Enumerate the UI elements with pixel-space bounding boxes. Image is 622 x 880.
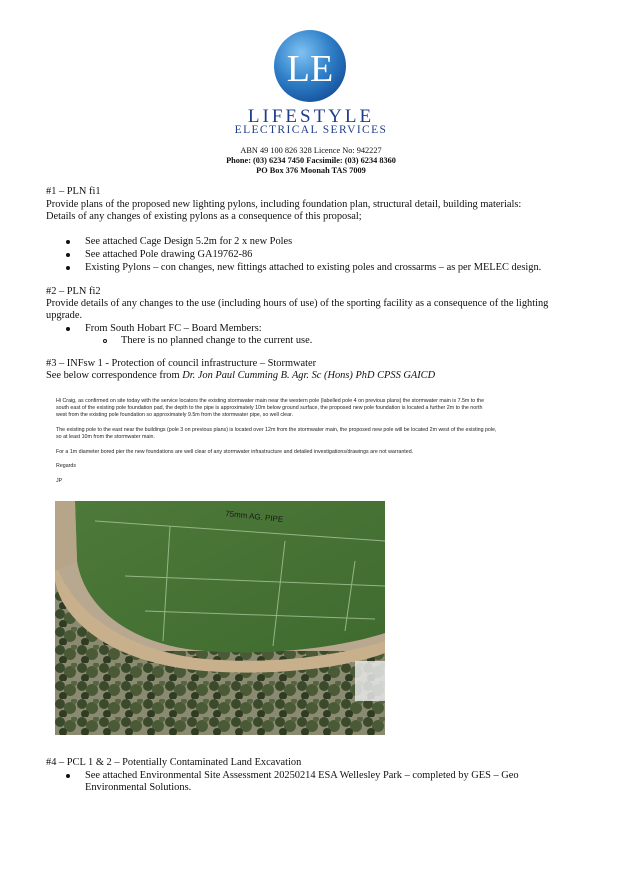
postal-address: PO Box 376 Moonah TAS 7009 bbox=[256, 166, 366, 175]
section2-para-line2: upgrade. bbox=[46, 310, 83, 321]
section2-para-line1: Provide details of any changes to the use (including hours of use) of the sporting facility as a consequence of the lighting bbox=[46, 298, 549, 309]
section3-intro-text: See below correspondence from bbox=[46, 370, 183, 381]
email-line: west from the existing pole foundation so approximately 9.5m from the stormwater pipe, so well clear. bbox=[56, 412, 293, 418]
email-line: so at least 10m from the stormwater main. bbox=[56, 434, 155, 440]
company-logo bbox=[270, 28, 350, 108]
email-line: For a 1m diameter bored pier the new foundations are well clear of any stormwater infrastructure and detailed investigations/drawings are not warranted. bbox=[56, 449, 414, 455]
section2-heading: #2 – PLN fi2 bbox=[46, 286, 101, 297]
email-line: The existing pole to the east near the buildings (pole 3 on previous plans) is located over 12m from the stormwater main, the proposed new pole will be located 2m west of the existing pole, bbox=[56, 427, 497, 433]
pipe-label: 75mm AG. PIPE bbox=[224, 509, 284, 525]
section1-para1: Provide plans of the proposed new lighting pylons, including foundation plan, structural detail, building materials: bbox=[46, 199, 522, 210]
email-sign-off: Regards bbox=[56, 463, 77, 469]
section4-bullet-line1: See attached Environmental Site Assessment 20250214 ESA Wellesley Park – completed by GES – Geo bbox=[85, 770, 519, 781]
phone-fax: Phone: (03) 6234 7450 Facsimile: (03) 6234 8360 bbox=[226, 156, 396, 165]
abn-licence: ABN 49 100 826 328 Licence No: 942227 bbox=[240, 146, 382, 155]
bullet-dot bbox=[66, 774, 70, 778]
bullet-dot bbox=[66, 266, 70, 270]
section3-heading: #3 – INFsw 1 - Protection of council infrastructure – Stormwater bbox=[46, 358, 317, 369]
list-item: Existing Pylons – con changes, new fittings attached to existing poles and crossarms – as per MELEC design. bbox=[85, 262, 542, 273]
email-line: Hi Craig, as confirmed on site today with the service locators the existing stormwater main near the western pole (labelled pole 4 on previous plans) the stormwater main is 7.5m to the bbox=[56, 398, 485, 404]
list-item: See attached Pole drawing GA19762-86 bbox=[85, 249, 253, 260]
section2-bullet: From South Hobart FC – Board Members: bbox=[85, 323, 262, 334]
bullet-dot bbox=[66, 240, 70, 244]
aerial-site-photo bbox=[55, 501, 385, 735]
section2-sub-bullet: There is no planned change to the current use. bbox=[121, 335, 313, 346]
email-line: south east of the existing pole foundation pad, the depth to the pipe is approximately 10m below ground surface, the proposed new pole foundation is located a further 2m to the north bbox=[56, 405, 483, 411]
section4-bullet-line2: Environmental Solutions. bbox=[85, 782, 192, 793]
logo-initials: LE bbox=[286, 48, 334, 90]
list-item: See attached Cage Design 5.2m for 2 x new Poles bbox=[85, 236, 293, 247]
company-subtitle: ELECTRICAL SERVICES bbox=[234, 124, 388, 136]
section1-para2: Details of any changes of existing pylons as a consequence of this proposal; bbox=[46, 211, 362, 222]
section3-intro bbox=[46, 370, 435, 382]
section1-heading: #1 – PLN fi1 bbox=[46, 186, 101, 197]
bullet-dot bbox=[66, 253, 70, 257]
section4-heading: #4 – PCL 1 & 2 – Potentially Contaminated Land Excavation bbox=[46, 757, 302, 768]
company-name: LIFESTYLE bbox=[247, 106, 375, 127]
email-initials: JP bbox=[56, 478, 63, 484]
sub-bullet-circle bbox=[103, 339, 107, 343]
bullet-dot bbox=[66, 327, 70, 331]
section3-author: Dr. Jon Paul Cumming B. Agr. Sc (Hons) PhD CPSS GAICD bbox=[182, 370, 436, 381]
